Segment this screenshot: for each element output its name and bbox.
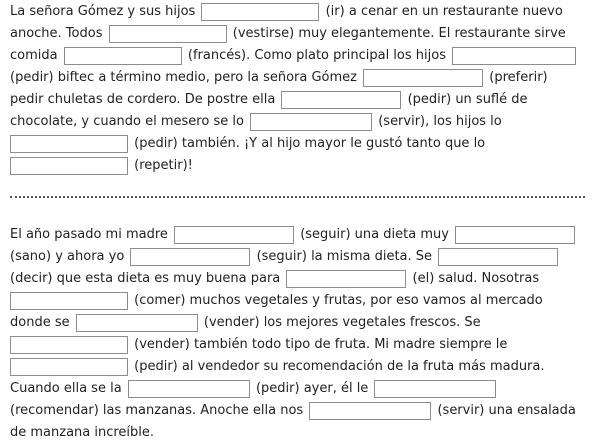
text: de manzana increíble. xyxy=(10,425,155,440)
text: anoche. Todos xyxy=(10,26,103,41)
answer-vender-2-input[interactable] xyxy=(10,336,128,354)
p2-line-2 xyxy=(10,246,560,268)
p1-line-6 xyxy=(10,111,502,133)
answer-sano-input[interactable] xyxy=(455,226,575,244)
text: (recomendar) las manzanas. Anoche ella nos xyxy=(10,403,304,418)
text: (comer) muchos vegetales y frutas, por eso vamos al mercado xyxy=(134,293,543,308)
answer-comer-input[interactable] xyxy=(10,292,128,310)
answer-pedir-5-input[interactable] xyxy=(128,380,250,398)
p1-line-8 xyxy=(10,155,193,177)
answer-recomendar-input[interactable] xyxy=(374,380,496,398)
text: La señora Gómez y sus hijos xyxy=(10,4,196,19)
text: (pedir) un suflé de xyxy=(407,92,528,107)
text: (repetir)! xyxy=(134,158,193,173)
answer-pedir-2-input[interactable] xyxy=(281,91,401,109)
p1-line-4 xyxy=(10,67,548,89)
p2-line-7 xyxy=(10,356,545,378)
answer-frances-input[interactable] xyxy=(64,47,182,65)
answer-pedir-3-input[interactable] xyxy=(10,135,128,153)
p2-line-4 xyxy=(10,290,543,312)
p1-line-2 xyxy=(10,23,566,45)
p2-line-3 xyxy=(10,268,539,290)
p2-line-6 xyxy=(10,334,507,356)
text: (vender) los mejores vegetales frescos. Se xyxy=(203,315,481,330)
text: (seguir) la misma dieta. Se xyxy=(256,249,433,264)
text: (preferir) xyxy=(489,70,548,85)
answer-pedir-1-input[interactable] xyxy=(452,47,576,65)
p2-line-9 xyxy=(10,400,576,422)
text: pedir chuletas de cordero. De postre ella xyxy=(10,92,276,107)
p1-line-7 xyxy=(10,133,485,155)
answer-decir-input[interactable] xyxy=(438,248,558,266)
text: donde se xyxy=(10,315,70,330)
text: (pedir) al vendedor su recomendación de la fruta más madura. xyxy=(134,359,545,374)
text: (el) salud. Nosotras xyxy=(412,271,540,286)
answer-seguir-1-input[interactable] xyxy=(174,226,294,244)
answer-servir-1-input[interactable] xyxy=(250,113,372,131)
p2-line-1 xyxy=(10,224,577,246)
answer-pedir-4-input[interactable] xyxy=(10,358,128,376)
p1-line-5 xyxy=(10,89,528,111)
answer-vender-1-input[interactable] xyxy=(76,314,198,332)
text: (pedir) biftec a término medio, pero la señora Gómez xyxy=(10,70,358,85)
text: (francés). Como plato principal los hijos xyxy=(187,48,446,63)
text: (vender) también todo tipo de fruta. Mi madre siempre le xyxy=(134,337,508,352)
answer-el-input[interactable] xyxy=(286,270,406,288)
answer-vestirse-input[interactable] xyxy=(109,25,227,43)
text: chocolate, y cuando el mesero se lo xyxy=(10,114,244,129)
p1-line-1 xyxy=(10,1,563,23)
answer-seguir-2-input[interactable] xyxy=(130,248,250,266)
answer-ir-input[interactable] xyxy=(201,3,319,21)
text: (seguir) una dieta muy xyxy=(300,227,449,242)
text: (pedir) también. ¡Y al hijo mayor le gustó tanto que lo xyxy=(134,136,486,151)
text: (decir) que esta dieta es muy buena para xyxy=(10,271,281,286)
text: (sano) y ahora yo xyxy=(10,249,125,264)
p2-line-8 xyxy=(10,378,498,400)
text: (pedir) ayer, él le xyxy=(255,381,369,396)
text: Cuando ella se la xyxy=(10,381,122,396)
answer-servir-2-input[interactable] xyxy=(309,402,431,420)
text: (servir), los hijos lo xyxy=(378,114,502,129)
p1-line-3 xyxy=(10,45,578,67)
answer-preferir-input[interactable] xyxy=(363,69,483,87)
text: El año pasado mi madre xyxy=(10,227,168,242)
answer-repetir-input[interactable] xyxy=(10,157,128,175)
text: comida xyxy=(10,48,58,63)
text: (vestirse) muy elegantemente. El restaurante sirve xyxy=(232,26,566,41)
p2-line-5 xyxy=(10,312,481,334)
p2-line-10 xyxy=(10,422,154,444)
text: (ir) a cenar en un restaurante nuevo xyxy=(325,4,563,19)
text: (servir) una ensalada xyxy=(437,403,576,418)
section-divider xyxy=(10,196,585,198)
